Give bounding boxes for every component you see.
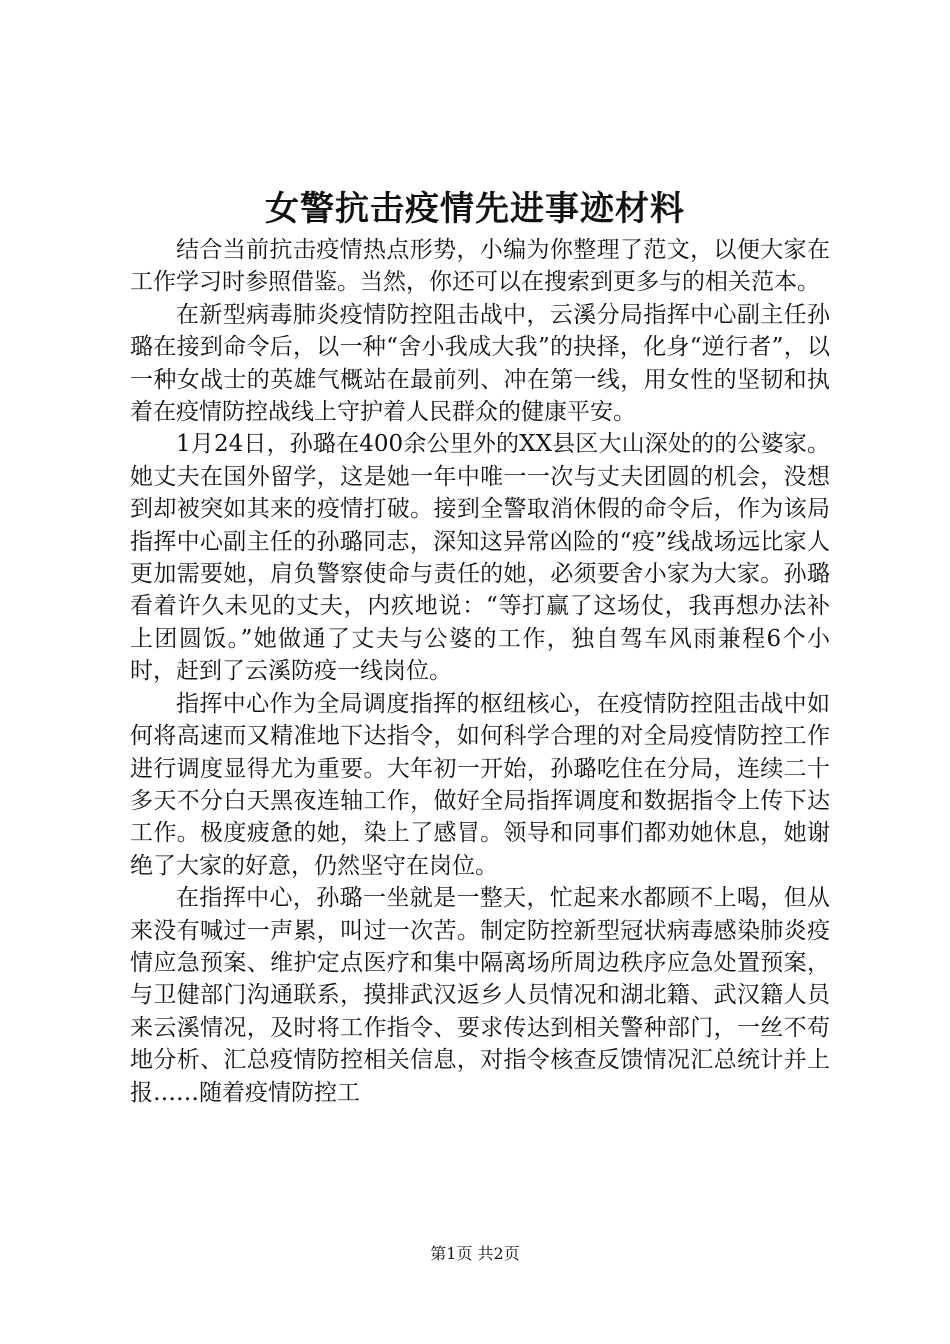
- document-title: 女警抗击疫情先进事迹材料: [265, 189, 685, 229]
- paragraph-intro: 结合当前抗击疫情热点形势，小编为你整理了范文，以便大家在工作学习时参照借鉴。当然，你还可以在搜索到更多与的相关范本。: [130, 237, 830, 296]
- paragraph-2: 在新型病毒肺炎疫情防控阻击战中，云溪分局指挥中心副主任孙璐在接到命令后，以一种“舍小我成大我”的抉择，化身“逆行者”，以一种女战士的英雄气概站在最前列、冲在第一线，用女性的坚韧和执着在疫情防控战线上守护着人民群众的健康平安。: [130, 301, 830, 426]
- paragraph-5: 在指挥中心，孙璐一坐就是一整天，忙起来水都顾不上喝，但从来没有喊过一声累，叫过一次苦。制定防控新型冠状病毒感染肺炎疫情应急预案、维护定点医疗和集中隔离场所周边秩序应急处置预案，与卫健部门沟通联系，摸排武汉返乡人员情况和湖北籍、武汉籍人员来云溪情况，及时将工作指令、要求传达到相关警种部门，一丝不苟地分析、汇总疫情防控相关信息，对指令核查反馈情况汇总统计并上报……随着疫情防控工: [130, 885, 830, 1106]
- paragraph-4: 指挥中心作为全局调度指挥的枢纽核心，在疫情防控阻击战中如何将高速而又精准地下达指令，如何科学合理的对全局疫情防控工作进行调度显得尤为重要。大年初一开始，孙璐吃住在分局，连续二十多天不分白天黑夜连轴工作，做好全局指挥调度和数据指令上传下达工作。极度疲惫的她，染上了感冒。领导和同事们都劝她休息，她谢绝了大家的好意，仍然坚守在岗位。: [130, 690, 830, 879]
- paragraph-3: 1月24日，孙璐在400余公里外的XX县区大山深处的的公婆家。她丈夫在国外留学，这是她一年中唯一一次与丈夫团圆的机会，没想到却被突如其来的疫情打破。接到全警取消休假的命令后，作为该局指挥中心副主任的孙璐同志，深知这异常凶险的“疫”线战场远比家人更加需要她，肩负警察使命与责任的她，必须要舍小家为大家。孙璐看着许久未见的丈夫，内疚地说：“等打赢了这场仗，我再想办法补上团圆饭。”她做通了丈夫与公婆的工作，独自驾车风雨兼程6个小时，赶到了云溪防疫一线岗位。: [130, 431, 830, 685]
- document-body: [130, 234, 830, 1109]
- page-number-footer: 第1页 共2页: [430, 1244, 520, 1263]
